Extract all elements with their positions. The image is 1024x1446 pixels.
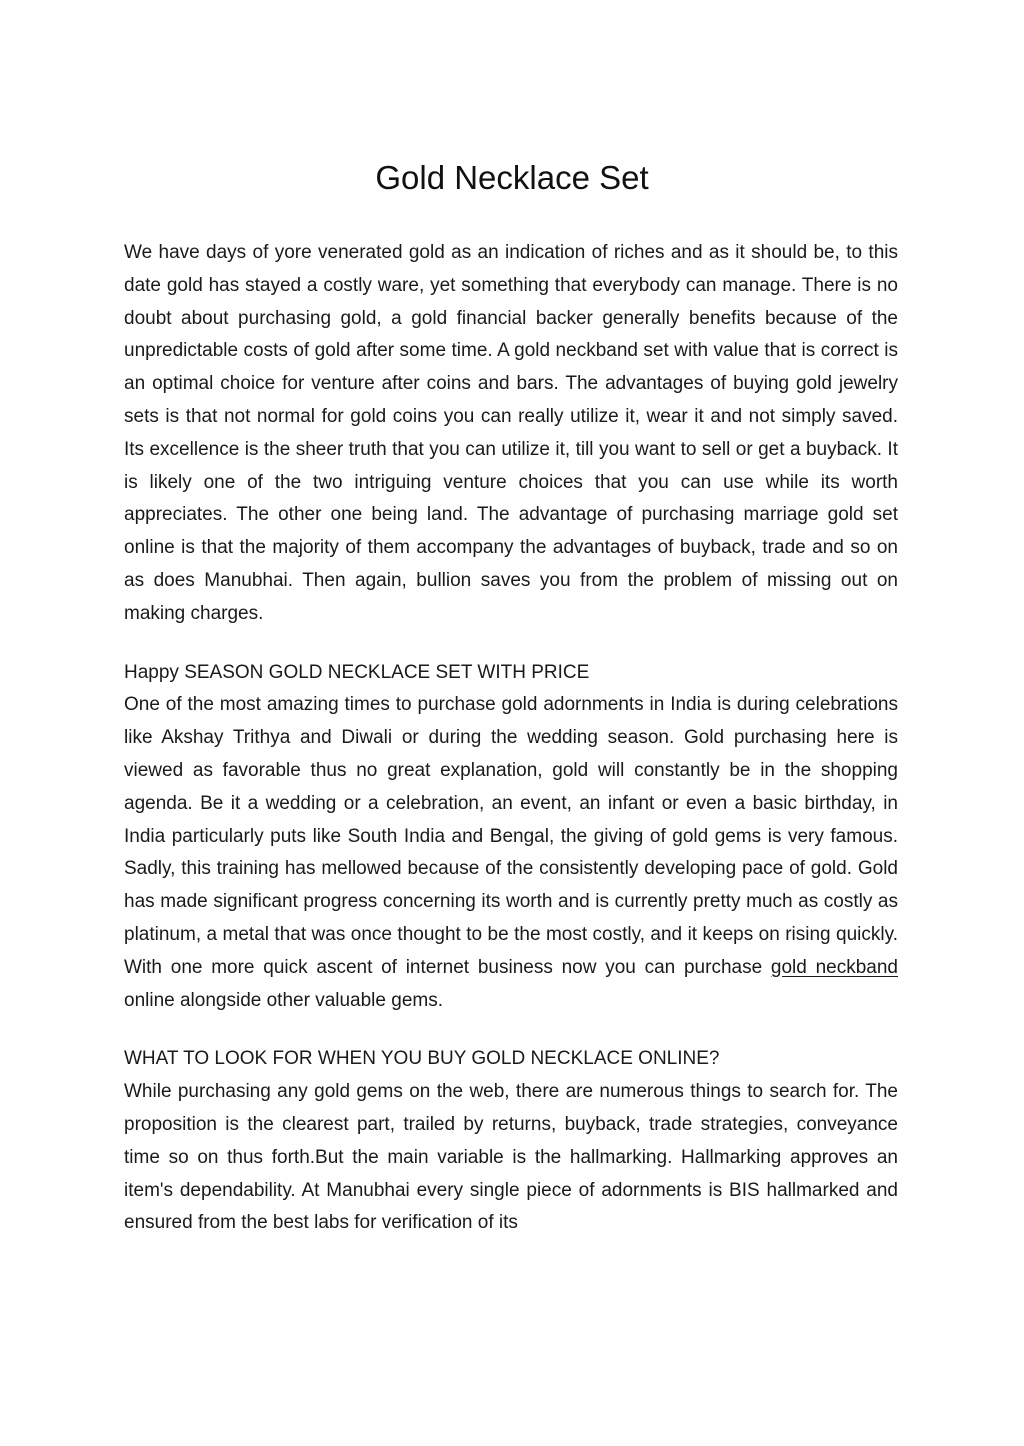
document-title: Gold Necklace Set: [375, 159, 649, 196]
paragraph-spacer: [124, 1017, 898, 1043]
document-body: [124, 237, 898, 1240]
intro-paragraph: We have days of yore venerated gold as an indication of riches and as it should be, to this date gold has stayed a costly ware, yet something that everybody can manage. There is no doubt about purchasing gold, a gold financial backer generally benefits because of the unpredictable costs of gold after some time. A gold neckband set with value that is correct is an optimal choice for venture after coins and bars. The advantages of buying gold jewelry sets is that not normal for gold coins you can really utilize it, wear it and not simply saved. Its excellence is the sheer truth that you can utilize it, till you want to sell or get a buyback. It is likely one of the two intriguing venture choices that you can use while its worth appreciates. The other one being land. The advantage of purchasing marriage gold set online is that the majority of them accompany the advantages of buyback, trade and so on as does Manubhai. Then again, bullion saves you from the problem of missing out on making charges.: [124, 242, 898, 624]
section-heading-festive: Happy SEASON GOLD NECKLACE SET WITH PRICE: [124, 661, 590, 683]
festive-paragraph-text: One of the most amazing times to purchase gold adornments in India is during celebrations like Akshay Trithya and Diwali or during the wedding season. Gold purchasing here is viewed as favorable thus no great explanation, gold will constantly be in the shopping agenda. Be it a wedding or a celebration, an event, an infant or even a basic birthday, in India particularly puts like South India and Bengal, the giving of gold gems is very famous. Sadly, this training has mellowed because of the consistently developing pace of gold. Gold has made significant progress concerning its worth and is currently pretty much as costly as platinum, a metal that was once thought to be the most costly, and it keeps on rising quickly. With one more quick ascent of internet business now you can purchase: [124, 694, 898, 978]
section-heading-buying-guide: WHAT TO LOOK FOR WHEN YOU BUY GOLD NECKLACE ONLINE?: [124, 1048, 720, 1070]
paragraph-spacer: [124, 631, 898, 657]
festive-paragraph: [124, 689, 898, 1017]
buying-guide-paragraph: While purchasing any gold gems on the web, there are numerous things to search for. The proposition is the clearest part, trailed by returns, buyback, trade strategies, conveyance time so on thus forth.But the main variable is the hallmarking. Hallmarking approves an item's dependability. At Manubhai every single piece of adornments is BIS hallmarked and ensured from the best labs for verification of its: [124, 1081, 898, 1234]
gold-neckband-link[interactable]: gold neckband: [770, 956, 898, 978]
festive-paragraph-text-end: online alongside other valuable gems.: [124, 989, 443, 1011]
